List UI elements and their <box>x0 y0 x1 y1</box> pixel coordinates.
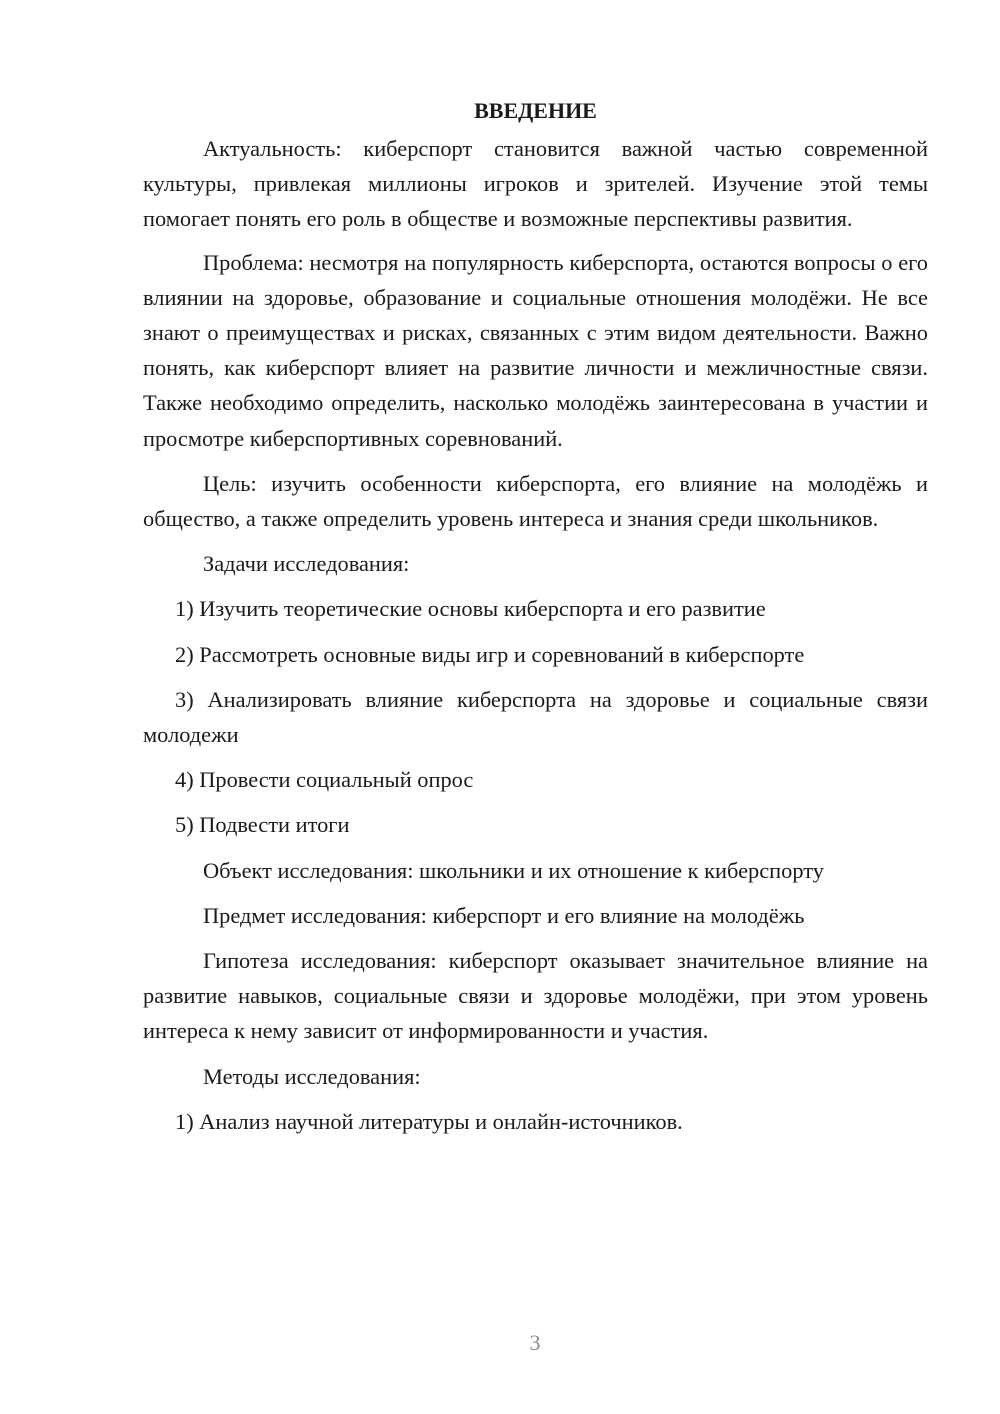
page-number: 3 <box>529 1330 541 1355</box>
task-item-2: 2) Рассмотреть основные виды игр и соревнований в киберспорте <box>175 641 805 667</box>
method-item-1: 1) Анализ научной литературы и онлайн-источников. <box>175 1108 683 1134</box>
hypothesis-paragraph: Гипотеза исследования: киберспорт оказывает значительное влияние на развитие навыков, социальные связи и здоровье молодёжи, при этом уровень интереса к нему зависит от информированности и участия. <box>143 948 928 1044</box>
relevance-paragraph: Актуальность: киберспорт становится важной частью современной культуры, привлекая миллионы игроков и зрителей. Изучение этой темы помогает понять его роль в обществе и возможные перспективы развития. <box>143 136 928 232</box>
problem-paragraph: Проблема: несмотря на популярность киберспорта, остаются вопросы о его влиянии на здоровье, образование и социальные отношения молодёжи. Не все знают о преимуществах и рисках, связанных с этим видом деятельности. Важно понять, как киберспорт влияет на развитие личности и межличностные связи. Также необходимо определить, насколько молодёжь заинтересована в участии и просмотре киберспортивных соревнований. <box>143 249 928 451</box>
task-item-5: 5) Подвести итоги <box>175 812 350 838</box>
section-heading: ВВЕДЕНИЕ <box>474 98 597 123</box>
task-item-3: 3) Анализировать влияние киберспорта на здоровье и социальные связи молодежи <box>143 686 928 748</box>
tasks-label: Задачи исследования: <box>203 551 410 577</box>
task-item-4: 4) Провести социальный опрос <box>175 767 474 793</box>
research-subject: Предмет исследования: киберспорт и его влияние на молодёжь <box>203 902 805 928</box>
document-page <box>143 96 928 1149</box>
task-item-1: 1) Изучить теоретические основы киберспорта и его развитие <box>175 596 766 622</box>
goal-paragraph: Цель: изучить особенности киберспорта, его влияние на молодёжь и общество, а также определить уровень интереса и знания среди школьников. <box>143 470 928 532</box>
research-object: Объект исследования: школьники и их отношение к киберспорту <box>203 857 824 883</box>
methods-label: Методы исследования: <box>203 1063 421 1089</box>
